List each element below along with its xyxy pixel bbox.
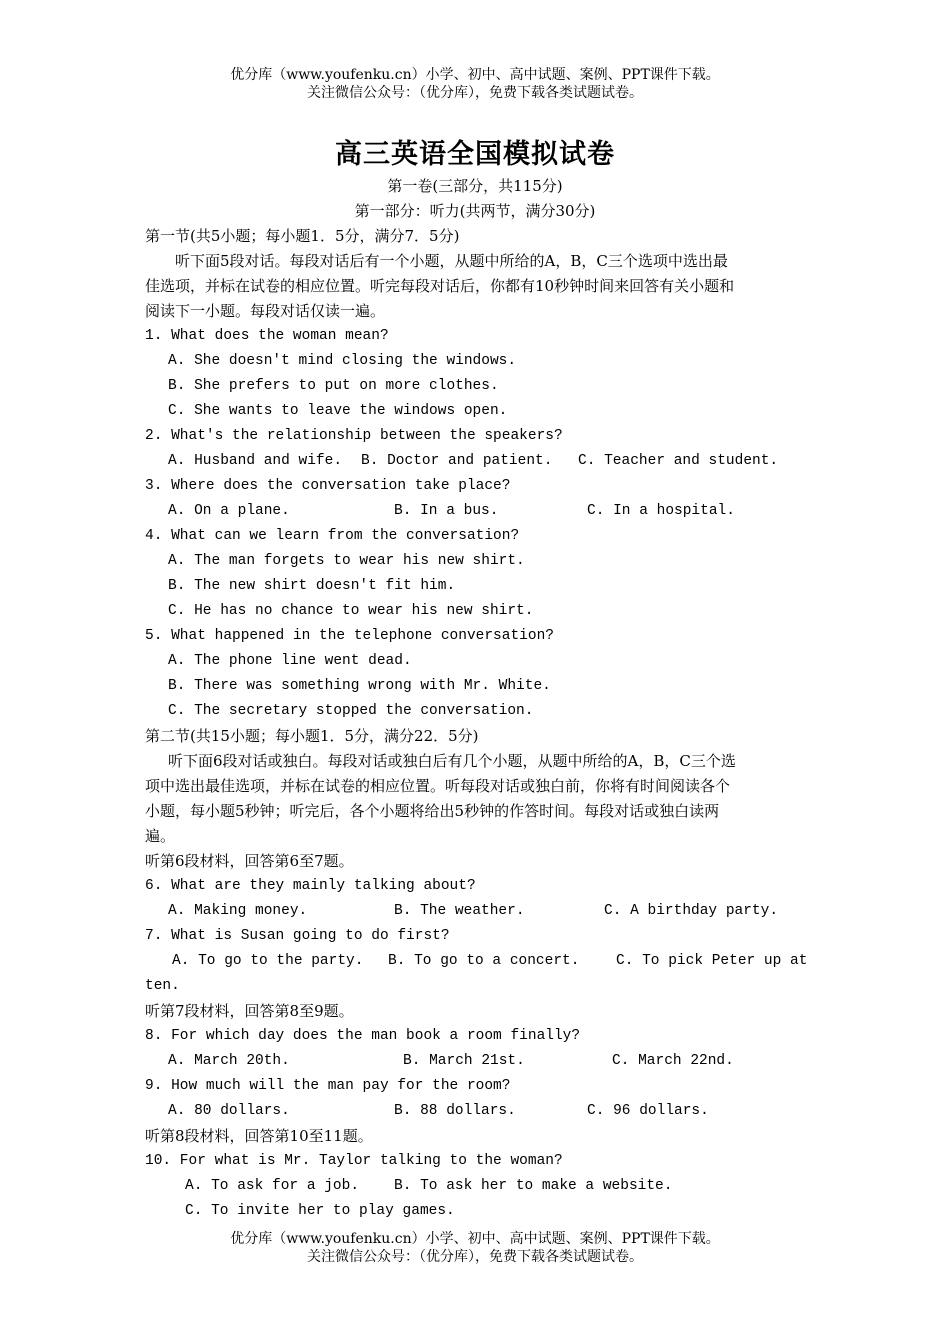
option-b: B. 88 dollars. (394, 1103, 516, 1119)
option-c: C. She wants to leave the windows open. (168, 403, 508, 419)
question-stem: 9. How much will the man pay for the room? (145, 1078, 511, 1094)
option-a: A. To ask for a job. (185, 1178, 360, 1194)
subtitle-part: 第一部分：听力(共两节，满分30分) (354, 202, 596, 220)
option-b: B. Doctor and patient. (361, 453, 553, 469)
section-2-heading: 第二节(共15小题；每小题1．5分，满分22．5分) (145, 727, 479, 745)
option-b: B. She prefers to put on more clothes. (168, 378, 499, 394)
option-a: A. 80 dollars. (168, 1103, 290, 1119)
header-line-1: 优分库（www.youfenku.cn）小学、初中、高中试题、案例、PPT课件下载。 (230, 67, 720, 83)
option-b: B. The new shirt doesn't fit him. (168, 578, 456, 594)
material-heading: 听第8段材料，回答第10至11题。 (145, 1127, 373, 1145)
section-2-instructions: 项中选出最佳选项，并标在试卷的相应位置。听每段对话或独白前，你将有时间阅读各个 (145, 777, 731, 795)
question-stem: 5. What happened in the telephone conversation? (145, 628, 554, 644)
option-c: C. 96 dollars. (587, 1103, 709, 1119)
header-line-2: 关注微信公众号：（优分库），免费下载各类试题试卷。 (307, 85, 643, 101)
section-1-instructions: 听下面5段对话。每段对话后有一个小题，从题中所给的A，B，C三个选项中选出最 (175, 252, 728, 270)
footer-line-2: 关注微信公众号：（优分库），免费下载各类试题试卷。 (307, 1249, 643, 1265)
option-a: A. Husband and wife. (168, 453, 343, 469)
section-1-instructions: 佳选项，并标在试卷的相应位置。听完每段对话后，你都有10秒钟时间来回答有关小题和 (145, 277, 735, 295)
section-1-instructions: 阅读下一小题。每段对话仅读一遍。 (145, 302, 386, 320)
page-title: 高三英语全国模拟试卷 (335, 139, 615, 170)
question-stem: 10. For what is Mr. Taylor talking to the woman? (145, 1153, 563, 1169)
option-c-continued: ten. (145, 978, 180, 994)
option-b: B. To go to a concert. (388, 953, 580, 969)
option-b: B. To ask her to make a website. (394, 1178, 673, 1194)
question-stem: 2. What's the relationship between the speakers? (145, 428, 563, 444)
option-a: A. To go to the party. (172, 953, 364, 969)
option-c: C. To invite her to play games. (185, 1203, 455, 1219)
option-c: C. To pick Peter up at (616, 953, 808, 969)
option-b: B. March 21st. (403, 1053, 525, 1069)
option-c: C. The secretary stopped the conversation. (168, 703, 534, 719)
option-c: C. March 22nd. (612, 1053, 734, 1069)
option-a: A. On a plane. (168, 503, 290, 519)
section-2-instructions: 听下面6段对话或独白。每段对话或独白后有几个小题，从题中所给的A，B，C三个选 (168, 752, 736, 770)
option-a: A. The phone line went dead. (168, 653, 412, 669)
question-stem: 6. What are they mainly talking about? (145, 878, 476, 894)
section-1-heading: 第一节(共5小题；每小题1．5分，满分7．5分) (145, 227, 460, 245)
question-stem: 4. What can we learn from the conversation? (145, 528, 520, 544)
option-a: A. Making money. (168, 903, 308, 919)
option-c: C. In a hospital. (587, 503, 735, 519)
option-a: A. March 20th. (168, 1053, 290, 1069)
footer-line-1: 优分库（www.youfenku.cn）小学、初中、高中试题、案例、PPT课件下载。 (230, 1231, 720, 1247)
material-heading: 听第6段材料，回答第6至7题。 (145, 852, 354, 870)
option-c: C. A birthday party. (604, 903, 779, 919)
question-stem: 3. Where does the conversation take place? (145, 478, 511, 494)
option-b: B. There was something wrong with Mr. White. (168, 678, 551, 694)
question-stem: 7. What is Susan going to do first? (145, 928, 450, 944)
option-c: C. He has no chance to wear his new shirt. (168, 603, 534, 619)
question-stem: 1. What does the woman mean? (145, 328, 389, 344)
section-2-instructions: 小题，每小题5秒钟；听完后，各个小题将给出5秒钟的作答时间。每段对话或独白读两 (145, 802, 720, 820)
option-b: B. In a bus. (394, 503, 499, 519)
section-2-instructions: 遍。 (145, 827, 176, 845)
material-heading: 听第7段材料，回答第8至9题。 (145, 1002, 354, 1020)
option-a: A. She doesn't mind closing the windows. (168, 353, 517, 369)
option-a: A. The man forgets to wear his new shirt. (168, 553, 525, 569)
question-stem: 8. For which day does the man book a room finally? (145, 1028, 581, 1044)
option-c: C. Teacher and student. (578, 453, 779, 469)
option-b: B. The weather. (394, 903, 525, 919)
subtitle-volume: 第一卷(三部分，共115分) (387, 177, 563, 195)
